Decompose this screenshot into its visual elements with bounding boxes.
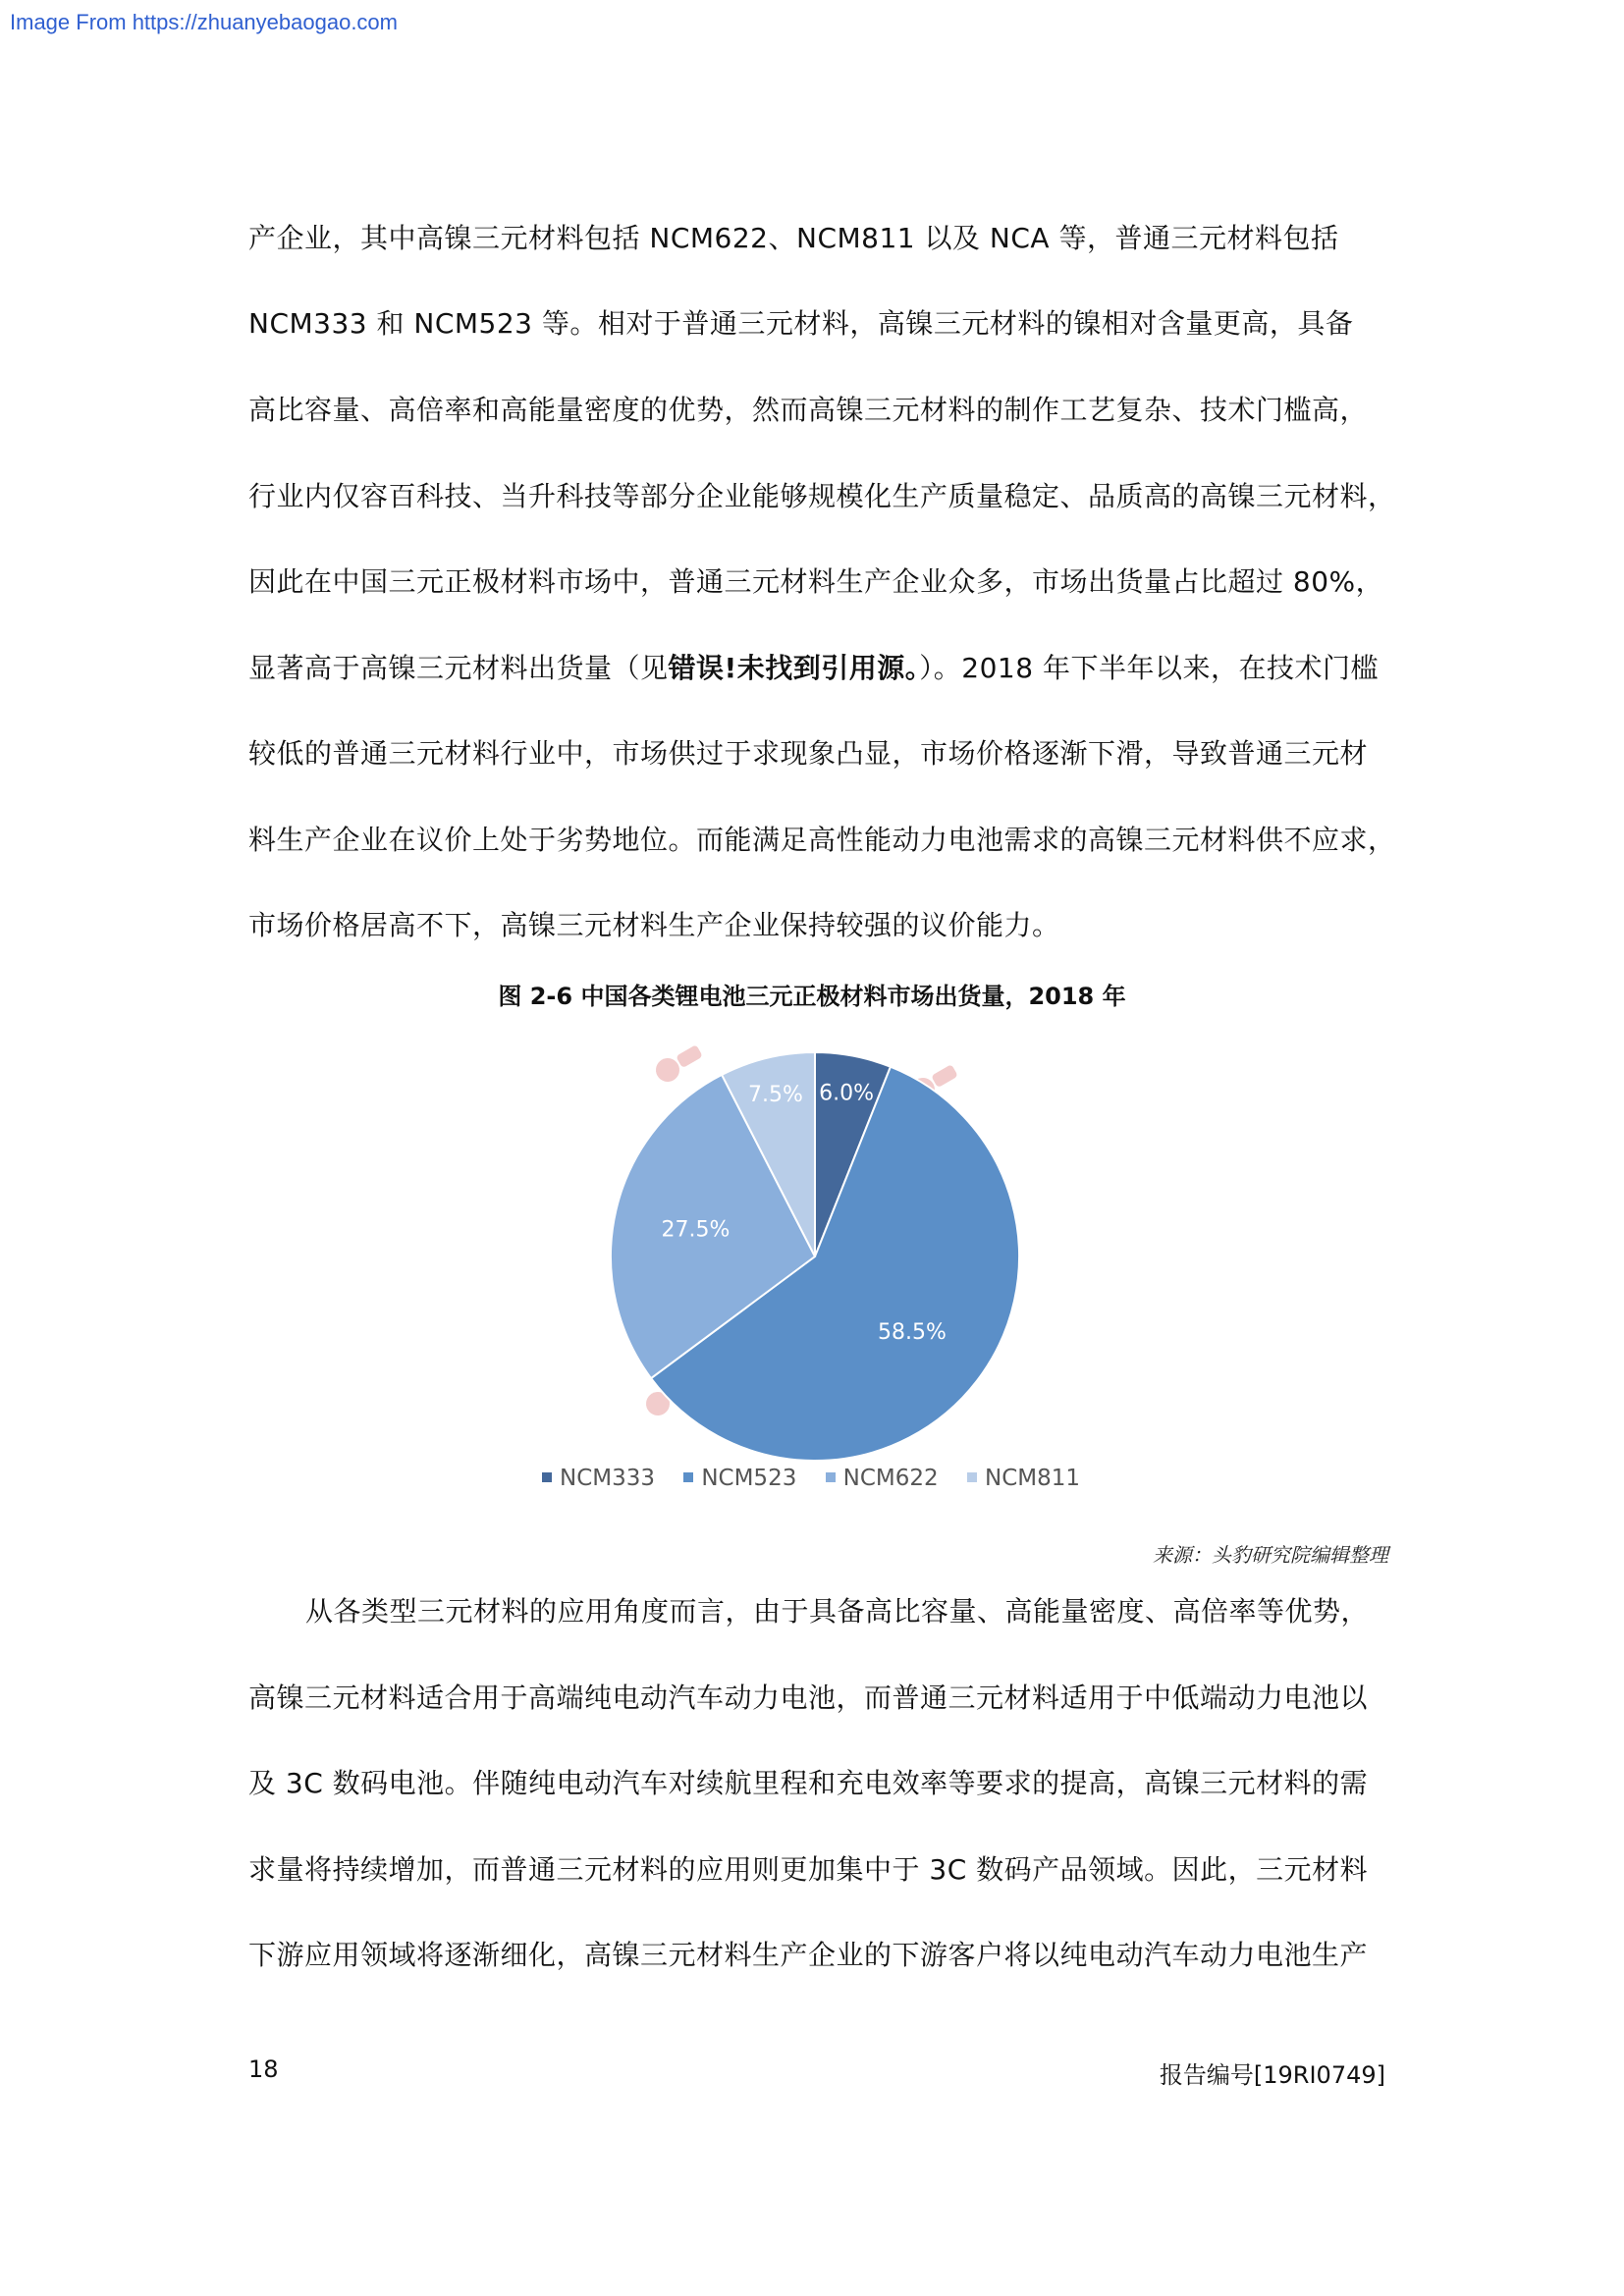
text-line: 料生产企业在议价上处于劣势地位。而能满足高性能动力电池需求的高镍三元材料供不应求，: [248, 824, 1396, 856]
source-link[interactable]: Image From https://zhuanyebaogao.com: [10, 10, 398, 34]
legend-swatch: [826, 1472, 836, 1482]
pie-chart: [530, 1031, 1139, 1463]
watermark-logo: [652, 1041, 706, 1087]
text-span: ）。2018 年下半年以来，在技术门槛: [919, 652, 1379, 684]
text-line: 高比容量、高倍率和高能量密度的优势，然而高镍三元材料的制作工艺复杂、技术门槛高，: [248, 394, 1369, 426]
legend-swatch: [542, 1472, 552, 1482]
text-line: 从各类型三元材料的应用角度而言，由于具备高比容量、高能量密度、高倍率等优势，: [305, 1595, 1370, 1628]
text-line: 因此在中国三元正极材料市场中，普通三元材料生产企业众多，市场出货量占比超过 80%，: [248, 565, 1384, 598]
figure-source: 来源：头豹研究院编辑整理: [1153, 1543, 1388, 1567]
figure-title: 图 2-6 中国各类锂电池三元正极材料市场出货量，2018 年: [498, 983, 1126, 1010]
pie-label-ncm811: 7.5%: [748, 1083, 803, 1108]
pie-label-ncm622: 27.5%: [661, 1217, 731, 1243]
text-line: 市场价格居高不下，高镍三元材料生产企业保持较强的议价能力。: [248, 909, 1060, 941]
text-line: 产企业，其中高镍三元材料包括 NCM622、NCM811 以及 NCA 等，普通三元材料包括: [248, 222, 1339, 254]
text-line: 下游应用领域将逐渐细化，高镍三元材料生产企业的下游客户将以纯电动汽车动力电池生产: [248, 1939, 1369, 1971]
report-id: 报告编号[19RI0749]: [1159, 2061, 1385, 2089]
legend-label: NCM523: [701, 1466, 797, 1491]
legend-swatch: [683, 1472, 693, 1482]
legend-label: NCM811: [984, 1466, 1080, 1491]
broken-reference[interactable]: 错误!未找到引用源。: [668, 652, 920, 684]
chart-legend: [542, 1466, 1102, 1491]
legend-item-ncm333: [542, 1466, 655, 1491]
page-number: 18: [248, 2056, 279, 2083]
text-line: 求量将持续增加，而普通三元材料的应用则更加集中于 3C 数码产品领域。因此，三元材料: [248, 1853, 1369, 1886]
legend-item-ncm523: [683, 1466, 796, 1491]
legend-label: NCM333: [560, 1466, 656, 1491]
text-line: [248, 649, 1379, 688]
text-line: 行业内仅容百科技、当升科技等部分企业能够规模化生产质量稳定、品质高的高镍三元材料，: [248, 480, 1396, 512]
pie-slices: [611, 1052, 1019, 1461]
pie-label-ncm333: 6.0%: [819, 1081, 875, 1106]
pie-label-ncm523: 58.5%: [878, 1320, 947, 1346]
text-line: NCM333 和 NCM523 等。相对于普通三元材料，高镍三元材料的镍相对含量更高，具备: [248, 307, 1354, 340]
text-line: 及 3C 数码电池。伴随纯电动汽车对续航里程和充电效率等要求的提高，高镍三元材料的需: [248, 1767, 1369, 1799]
legend-label: NCM622: [842, 1466, 939, 1491]
text-span: 显著高于高镍三元材料出货量（见: [248, 652, 669, 684]
text-line: 较低的普通三元材料行业中，市场供过于求现象凸显，市场价格逐渐下滑，导致普通三元材: [248, 737, 1369, 770]
legend-item-ncm622: [826, 1466, 939, 1491]
legend-swatch: [967, 1472, 977, 1482]
legend-item-ncm811: [967, 1466, 1080, 1491]
text-line: 高镍三元材料适合用于高端纯电动汽车动力电池，而普通三元材料适用于中低端动力电池以: [248, 1682, 1369, 1714]
